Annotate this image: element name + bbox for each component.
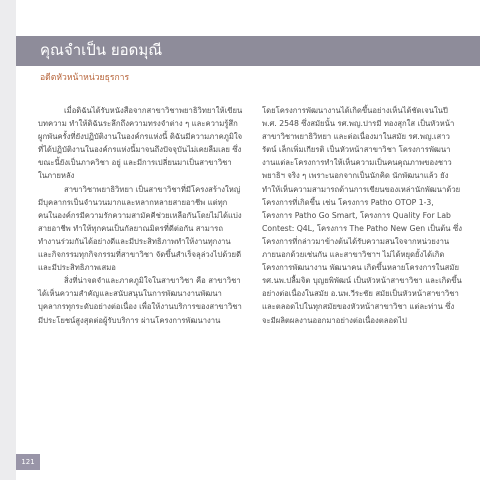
paragraph: สิ่งที่น่าจดจำและภาคภูมิใจในสาขาวิชา คือ สาขาวิชา ได้เห็นความสำคัญและสนับสนุนในการพัฒนางานพัฒนาบุคลากรทุกระดับอย่างต่อเนื่อง เพื่อให้งานบริการของสาขาวิชา มีประโยชน์สูงสุดต่อผู้รับบริการ ผ่านโครงการพัฒนางาน [38,276,242,325]
author-position: อดีตหัวหน้าหน่วยธุรการ [40,73,130,83]
left-margin-strip [0,0,16,480]
right-column [262,104,462,327]
paragraph: เมื่อดิฉันได้รับหนังสือจากสาขาวิชาพยาธิวิทยาให้เขียนบทความ ทำให้ดิฉันระลึกถึงความทรงจำต่าง ๆ และความรู้สึกผูกพันครั้งที่ยังปฏิบัติงานในองค์กรแห่งนี้ ดิฉันมีความภาคภูมิใจที่ได้ปฏิบัติงานในองค์กรแห่งนี้มาจนถึงปัจจุบันไม่เคยลืมเลย ซึ่งขณะนี้ยังเป็นภาควิชา อยู่ และมีการเปลี่ยนมาเป็นสาขาวิชา ในภายหลัง [38,106,243,181]
left-column [38,104,243,327]
page-number: 121 [16,454,40,470]
paragraph: สาขาวิชาพยาธิวิทยา เป็นสาขาวิชาที่มีโครงสร้างใหญ่ มีบุคลากรเป็นจำนวนมากและหลากหลายสายอาชีพ แต่ทุกคนในองค์กรมีความรักความสามัคคีช่วยเหลือกันโดยไม่ได้แบ่งสายอาชีพ ทำให้ทุกคนเป็นกัลยาณมิตรที่ดีต่อกัน สามารถทำงานร่วมกันได้อย่างดีและมีประสิทธิภาพทำให้งานทุกงานและกิจกรรมทุกกิจกรรมที่สาขาวิชา จัดขึ้นสำเร็จลุล่วงไปด้วยดี และมีประสิทธิภาพเสมอ [38,184,242,273]
paragraph: โดยโครงการพัฒนางานได้เกิดขึ้นอย่างเห็นได้ชัดเจนในปี พ.ศ. 2548 ซึ่งสมัยนั้น รศ.พญ.ปารมี ทองสุกใส เป็นหัวหน้าสาขาวิชาพยาธิวิทยา และต่อเนื่องมาในสมัย รศ.พญ.เสาวรัตน์ เล็กเพิ่มเกียรติ เป็นหัวหน้าสาขาวิชา โครงการพัฒนางานแต่ละโครงการทำให้เห็นความเป็นคนคุณภาพของชาวพยาธิฯ จริง ๆ เพราะนอกจากเป็นนักคิด นักพัฒนาแล้ว ยังทำให้เห็นความสามารถด้านการเขียนของเหล่านักพัฒนาด้วย โครงการที่เกิดขึ้น เช่น โครงการ Patho OTOP 1-3, โครงการ Patho Go Smart, โครงการ Quality For Lab Contest: Q4L, โครงการ The Patho New Gen เป็นต้น ซึ่งโครงการที่กล่าวมาข้างต้นได้รับความสนใจจากหน่วยงานภายนอกด้วยเช่นกัน และสาขาวิชาฯ ไม่ได้หยุดยั้งได้เกิดโครงการพัฒนางาน พัฒนาคน เกิดขึ้นหลายโครงการในสมัย รศ.นพ.ปลื้มจิต บุญยพิพัฒน์ เป็นหัวหน้าสาขาวิชา และเกิดขึ้นอย่างต่อเนื่องในสมัย อ.นพ.วีระชัย สมัยเป็นหัวหน้าสาขาวิชาและตลอดไปในทุกสมัยของหัวหน้าสาขาวิชา แต่ละท่าน ซึ่งจะมีผลิตผลงานออกมาอย่างต่อเนื่องตลอดไป [262,106,462,325]
article-title: คุณจำเป็น ยอดมุณี [40,41,163,59]
